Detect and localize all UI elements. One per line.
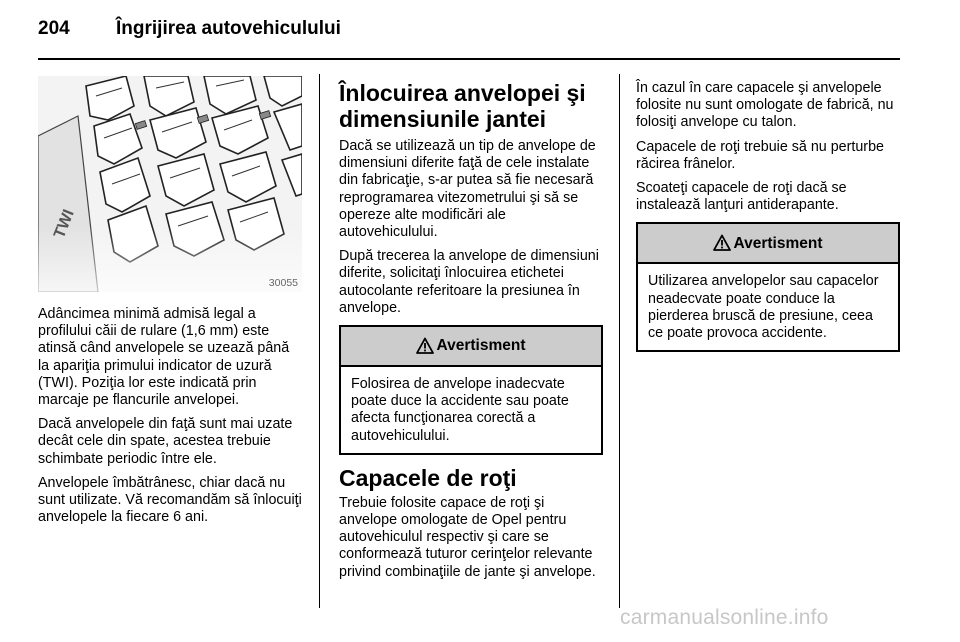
paragraph: În cazul în care capacele şi anvelopele folosite nu sunt omologate de fabrică, nu folosiţi anvelope cu talon.	[636, 80, 894, 131]
tire-tread-illustration	[38, 76, 302, 292]
figure-number: 30055	[268, 277, 298, 289]
section-heading-wheel-covers: Capacele de roţi	[339, 464, 517, 491]
twi-label: TWI	[51, 207, 78, 241]
paragraph: Dacă se utilizează un tip de anvelope de dimensiuni diferite faţă de cele instalate din fabricaţie, s-ar putea să fie necesară reprogramarea vitezometrului şi să se opereze alte modificări ale autovehiculului.	[339, 138, 596, 241]
running-title: Îngrijirea autovehiculului	[116, 18, 341, 39]
column-1	[38, 306, 304, 533]
column-2	[339, 80, 603, 588]
warning-header	[341, 327, 601, 367]
paragraph: Anvelopele îmbătrânesc, chiar dacă nu sunt utilizate. Vă recomandăm să înlocuiţi anvelopele la fiecare 6 ani.	[38, 474, 302, 526]
paragraph: Dacă anvelopele din faţă sunt mai uzate decât cele din spate, acestea trebuie schimbate periodic între ele.	[38, 416, 293, 467]
warning-box	[636, 222, 900, 352]
paragraph: Scoateţi capacele de roţi dacă se instalează lanţuri antiderapante.	[636, 180, 847, 214]
tire-tread-figure	[38, 76, 302, 292]
warning-header	[638, 224, 898, 264]
page-number: 204	[38, 18, 70, 39]
column-divider	[619, 74, 620, 608]
watermark: carmanualsonline.info	[620, 606, 829, 629]
paragraph: Capacele de roţi trebuie să nu perturbe răcirea frânelor.	[636, 138, 884, 172]
warning-triangle-icon	[713, 234, 731, 252]
warning-box	[339, 325, 603, 455]
warning-title: Avertisment	[436, 337, 526, 355]
header-rule	[38, 58, 900, 60]
warning-text: Folosirea de anvelope inadecvate poate duce la accidente sau poate afecta funcţionarea corectă a autovehiculului.	[351, 376, 569, 444]
paragraph: Trebuie folosite capace de roţi şi anvelope omologate de Opel pentru autovehiculul respectiv şi care se conformează tuturor cerinţelor relevante privind combinaţiile de jante şi anvelope.	[339, 494, 596, 580]
paragraph: După trecerea la anvelope de dimensiuni diferite, solicitaţi înlocuirea etichetei autocolante referitoare la presiunea în anvelope.	[339, 248, 599, 316]
section-heading-tire-replacement: Înlocuirea anvelopei şi dimensiunile jantei	[339, 80, 586, 132]
warning-triangle-icon	[416, 337, 434, 355]
column-divider	[319, 74, 320, 608]
warning-text: Utilizarea anvelopelor sau capacelor neadecvate poate conduce la pierderea bruscă de presiune, ceea ce poate provoca accidente.	[648, 273, 879, 342]
paragraph: Adâncimea minimă admisă legal a profilului căii de rulare (1,6 mm) este atinsă când anvelopele se uzează până la apariţia primului indicator de uzură (TWI). Poziţia lor este indicată prin marcaje pe flancurile anvelopei.	[38, 306, 290, 409]
column-3	[636, 80, 900, 352]
warning-title: Avertisment	[733, 234, 823, 252]
